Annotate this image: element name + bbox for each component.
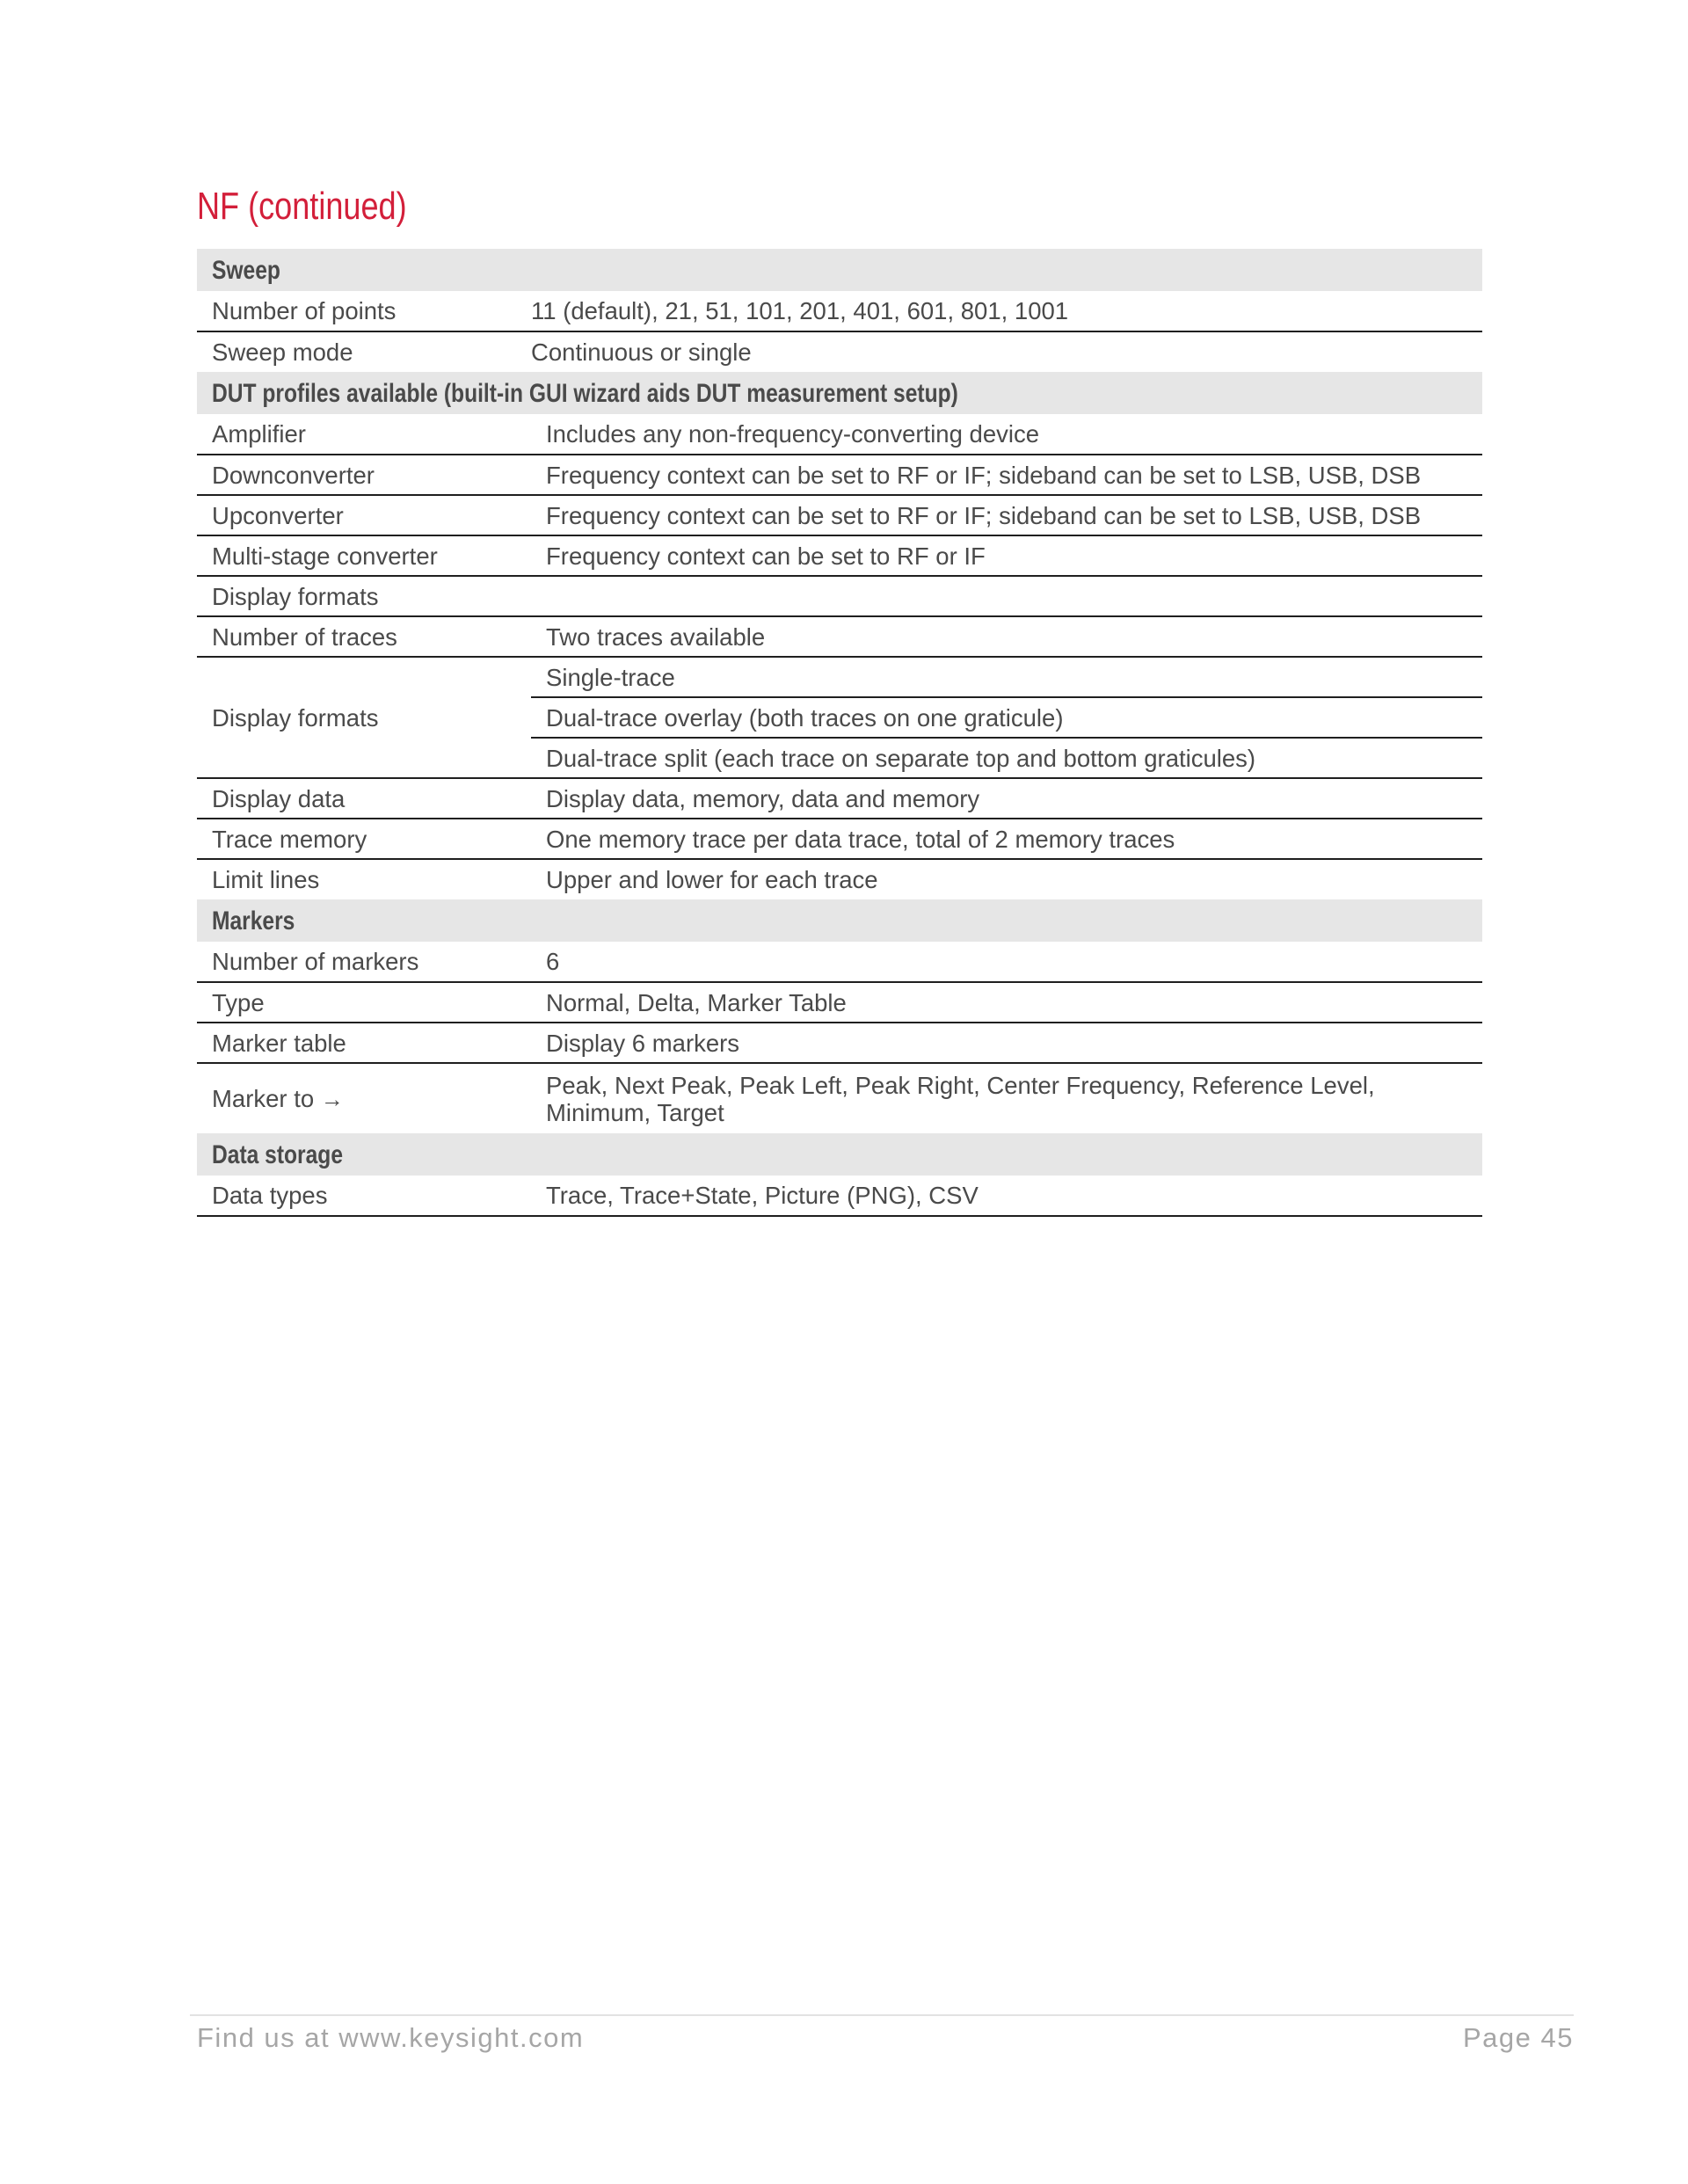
table-row [197,778,1482,819]
row-value: Includes any non-frequency-converting device [531,414,1482,455]
table-row [197,1023,1482,1063]
row-label: Number of markers [197,942,531,982]
table-row [197,576,1482,616]
section-title: Data storage [212,1139,344,1169]
section-header-sweep [197,249,1482,291]
table-row [197,942,1482,982]
table-row [197,535,1482,576]
page-number: Page 45 [1463,2022,1574,2053]
row-label: Number of traces [197,616,531,657]
row-label: Sweep mode [212,339,353,366]
row-value: One memory trace per data trace, total of 2 memory traces [531,819,1482,859]
row-label: Amplifier [197,414,531,455]
row-value: Single-trace [531,657,1482,697]
row-label [197,1063,531,1133]
marker-to-label: Marker to [212,1084,315,1112]
row-value: Two traces available [531,616,1482,657]
section-header-data-storage [197,1133,1482,1176]
row-value: Normal, Delta, Marker Table [531,982,1482,1023]
row-label: Display formats [197,576,531,616]
row-value: Trace, Trace+State, Picture (PNG), CSV [531,1176,1482,1216]
row-value: 6 [531,942,1482,982]
row-value: Frequency context can be set to RF or IF [531,535,1482,576]
row-value: 11 (default), 21, 51, 101, 201, 401, 601, 801, 1001 [531,291,1482,331]
table-row [197,982,1482,1023]
row-value [531,1063,1482,1133]
section-title: DUT profiles available (built-in GUI wizard aids DUT measurement setup) [212,378,958,408]
page-title: NF (continued) [197,185,407,228]
table-row [197,1176,1482,1216]
row-label: Limit lines [212,866,320,893]
row-label: Marker table [197,1023,531,1063]
table-row [197,616,1482,657]
footer-divider [190,2014,1574,2016]
row-label: Display data [197,778,531,819]
row-value: Dual-trace overlay (both traces on one graticule) [531,697,1482,738]
row-value: Dual-trace split (each trace on separate top and bottom graticules) [531,738,1482,778]
section-header-markers [197,899,1482,942]
table-row [197,495,1482,535]
row-value: Frequency context can be set to RF or IF; sideband can be set to LSB, USB, DSB [531,495,1482,535]
row-label: Data types [197,1176,531,1216]
table-row [197,859,1482,899]
section-title: Sweep [212,255,280,285]
table-row [197,414,1482,455]
row-value: Upper and lower for each trace [546,866,878,893]
row-value [531,576,1482,616]
row-value: Display 6 markers [531,1023,1482,1063]
row-label: Number of points [197,291,531,331]
row-value: Continuous or single [531,339,752,366]
row-label: Type [197,982,531,1023]
row-label: Downconverter [197,455,531,495]
table-row [197,819,1482,859]
marker-to-value-line1: Peak, Next Peak, Peak Left, Peak Right, Center Frequency, Reference Level, [546,1071,1375,1099]
table-row [197,1063,1482,1133]
marker-to-value-line2: Minimum, Target [546,1098,724,1126]
row-label: Trace memory [197,819,531,859]
section-header-dut [197,372,1482,414]
row-label: Display formats [197,657,531,778]
row-value: Frequency context can be set to RF or IF; sideband can be set to LSB, USB, DSB [531,455,1482,495]
footer-website[interactable]: Find us at www.keysight.com [197,2022,585,2053]
table-row [197,291,1482,331]
row-label: Multi-stage converter [197,535,531,576]
row-label: Upconverter [197,495,531,535]
table-row [197,455,1482,495]
table-row [197,331,1482,372]
section-title: Markers [212,906,295,935]
arrow-right-icon: → [320,1085,344,1112]
spec-table [197,249,1482,1217]
table-row [197,657,1482,697]
row-value: Display data, memory, data and memory [531,778,1482,819]
